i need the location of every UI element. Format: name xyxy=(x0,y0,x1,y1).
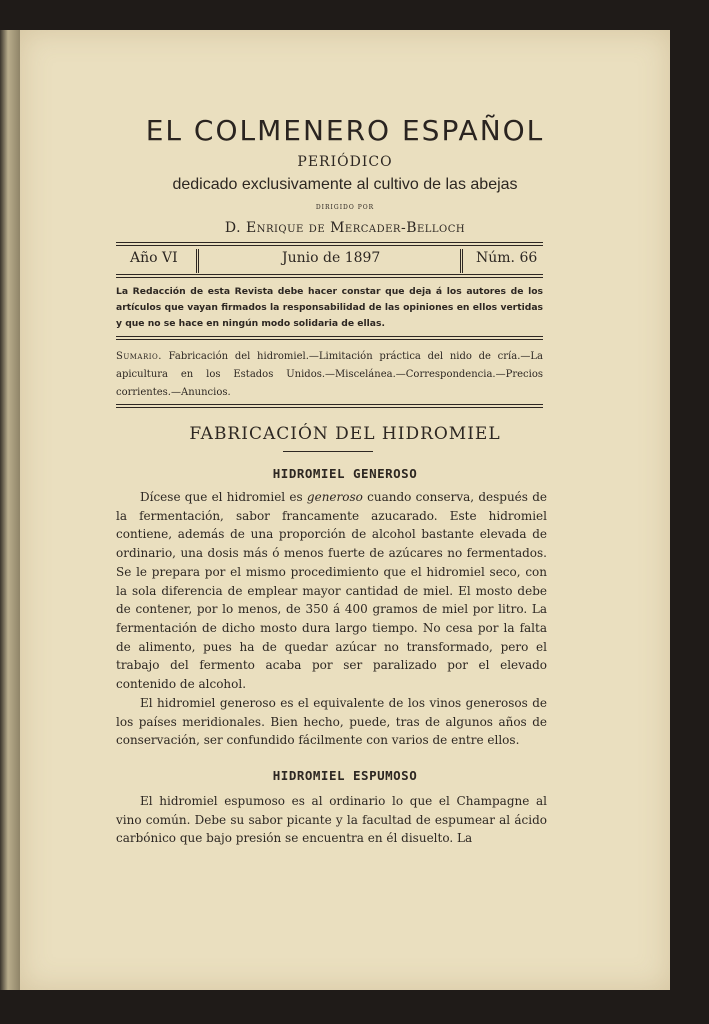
section-heading-espumoso: HIDROMIEL ESPUMOSO xyxy=(272,768,418,783)
info-bar-bottom-rule xyxy=(116,277,543,278)
p1-rest: cuando conserva, después de la fermentación, sabor francamente azucarado. Este hidromiel contiene, además de una proporción de alcohol bastante elevada de ordinario, una dosis más ó menos fuerte de azúcares no fermentados. Se le prepara por el mismo procedimiento que el hidromiel seco, con la sola diferencia de emplear mayor cantidad de miel. El mosto debe de contener, por lo menos, de 350 á 400 gramos de miel por litro. La fermentación de dicho mosto dura largo tiempo. No cesa por la falta de alimento, pues ha de quedar azúcar no transformado, pero el trabajo del fermento acaba por ser paralizado por el elevado contenido de alcohol. xyxy=(116,490,547,692)
p1-start: Dícese que el hidromiel es xyxy=(140,490,307,504)
title-underline xyxy=(283,451,373,452)
info-bar-bottom-rule-thin xyxy=(116,274,543,275)
issue-date: Junio de 1897 xyxy=(282,250,381,266)
p1-emphasis: generoso xyxy=(306,490,363,504)
issue-year: Año VI xyxy=(130,250,178,266)
table-of-contents xyxy=(116,348,543,402)
sumario-label: Sumario. xyxy=(116,351,162,362)
masthead-title: EL COLMENERO ESPAÑOL xyxy=(145,114,545,147)
masthead-subtitle: PERIÓDICO xyxy=(297,154,393,170)
notice-bottom-rule-2 xyxy=(116,339,543,340)
sumario-bottom-rule-2 xyxy=(116,407,543,408)
issue-number: Núm. 66 xyxy=(476,250,538,266)
info-bar-top-rule xyxy=(116,242,543,243)
sumario-bottom-rule xyxy=(116,404,543,405)
issue-info-bar xyxy=(116,246,543,274)
journal-page xyxy=(20,30,670,990)
p3-text: El hidromiel espumoso es al ordinario lo que el Champagne al vino común. Debe su sabor picante y la facultad de espumear al ácido carbónico que bajo presión se encuentra en él disuelto. La xyxy=(116,794,547,846)
paragraph-1 xyxy=(116,488,547,694)
editorial-notice: La Redacción de esta Revista debe hacer constar que deja á los autores de los artículos que vayan firmados la responsabilidad de las opiniones en ellos vertidas y que no se hace en ningún modo solidaria de ellas. xyxy=(116,286,543,329)
info-bar-divider xyxy=(460,249,463,273)
p2-text: El hidromiel generoso es el equivalente de los vinos generosos de los países meridionales. Bien hecho, puede, tras de algunos años de conservación, ser confundido fácilmente con varios de entre ellos. xyxy=(116,696,547,748)
masthead-tagline: dedicado exclusivamente al cultivo de las abejas xyxy=(172,176,518,193)
info-bar-divider xyxy=(196,249,199,273)
sumario-text: Fabricación del hidromiel.—Limitación práctica del nido de cría.—La apicultura en los Estados Unidos.—Miscelánea.—Correspondencia.—Precios corrientes.—Anuncios. xyxy=(116,351,543,398)
section-heading-generoso: HIDROMIEL GENEROSO xyxy=(272,466,418,481)
directed-by-label: DIRIGIDO POR xyxy=(315,204,375,211)
paragraph-2 xyxy=(116,694,547,750)
adjacent-page-edge xyxy=(0,30,20,990)
paragraph-3 xyxy=(116,792,547,848)
article-title: FABRICACIÓN DEL HIDROMIEL xyxy=(189,424,501,444)
notice-bottom-rule xyxy=(116,336,543,337)
editor-name: D. Enrique de Mercader-Belloch xyxy=(224,220,466,236)
